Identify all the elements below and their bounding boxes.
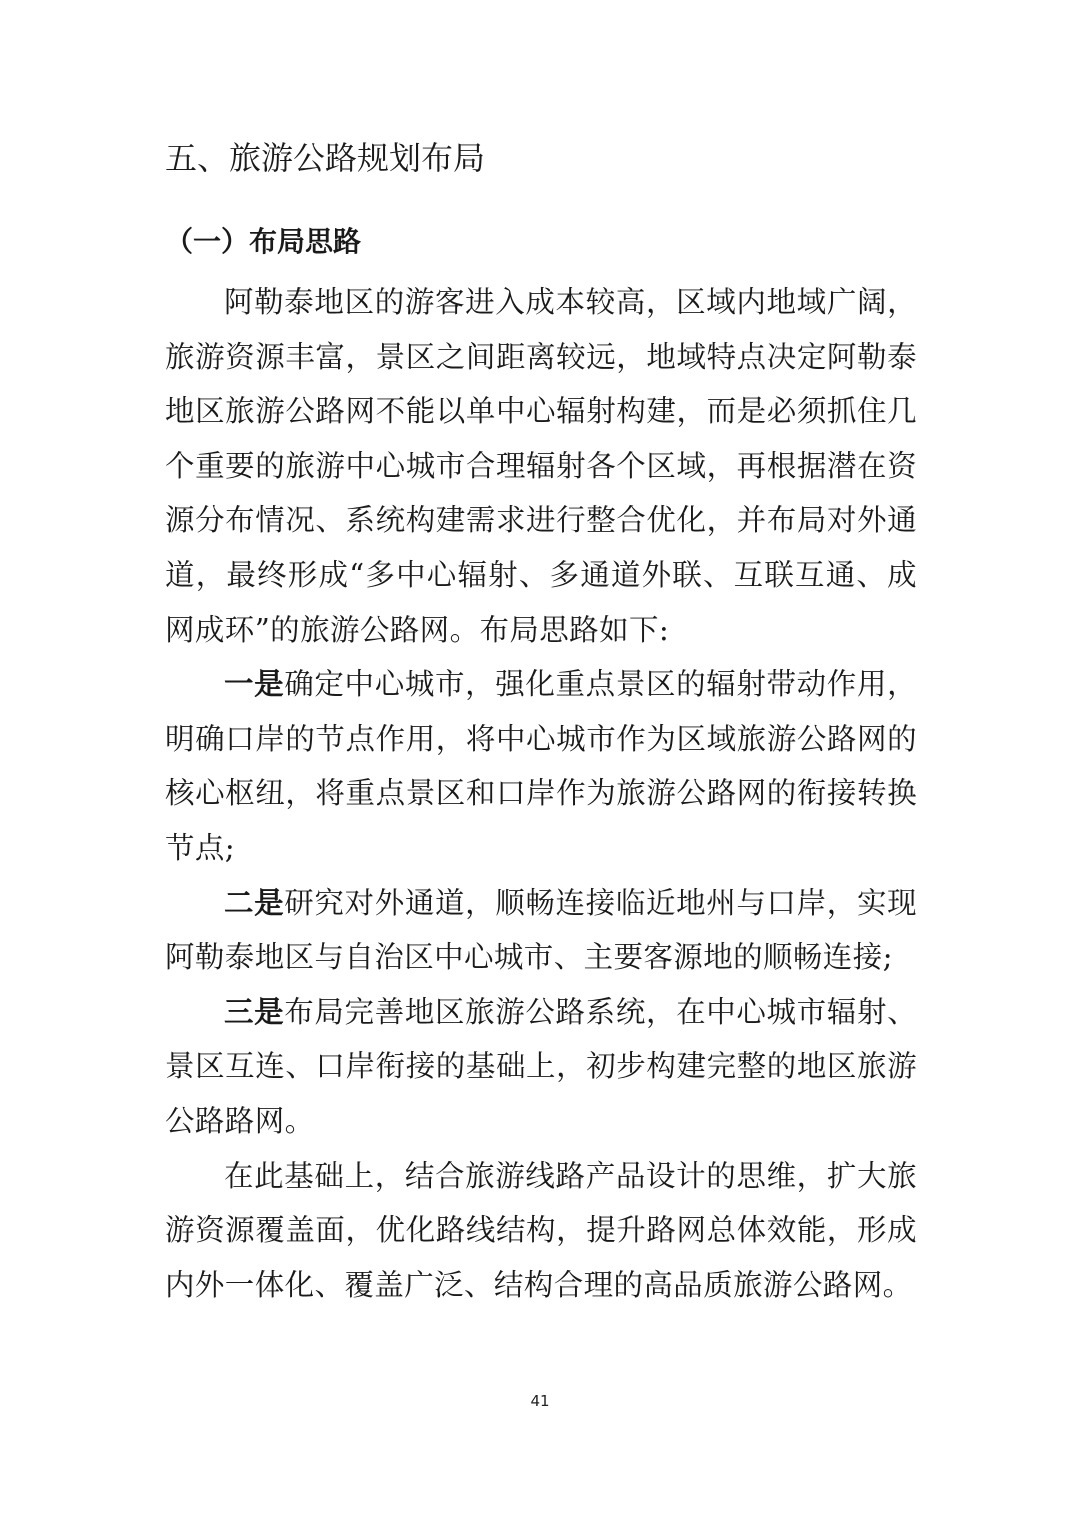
page-number: 41 xyxy=(530,1392,550,1410)
point-two-text: 研究对外通道，顺畅连接临近地州与口岸，实现阿勒泰地区与自治区中心城市、主要客源地的顺畅连接; xyxy=(165,885,917,975)
point-one-text: 确定中心城市，强化重点景区的辐射带动作用，明确口岸的节点作用，将中心城市作为区域旅游公路网的核心枢纽，将重点景区和口岸作为旅游公路网的衔接转换节点; xyxy=(165,667,917,865)
point-one-lead: 一是 xyxy=(224,666,285,702)
paragraph-point-three xyxy=(165,985,917,1149)
paragraph-point-two xyxy=(165,876,917,985)
paragraph-intro: 阿勒泰地区的游客进入成本较高，区域内地域广阔，旅游资源丰富，景区之间距离较远，地域特点决定阿勒泰地区旅游公路网不能以单中心辐射构建，而是必须抓住几个重要的旅游中心城市合理辐射各个区域，再根据潜在资源分布情况、系统构建需求进行整合优化，并布局对外通道，最终形成“多中心辐射、多通道外联、互联互通、成网成环”的旅游公路网。布局思路如下: xyxy=(165,285,917,647)
point-three-text: 布局完善地区旅游公路系统，在中心城市辐射、景区互连、口岸衔接的基础上，初步构建完整的地区旅游公路路网。 xyxy=(165,994,917,1138)
paragraph-conclusion: 在此基础上，结合旅游线路产品设计的思维，扩大旅游资源覆盖面，优化路线结构，提升路网总体效能，形成内外一体化、覆盖广泛、结构合理的高品质旅游公路网。 xyxy=(165,1158,917,1302)
point-three-lead: 三是 xyxy=(224,993,285,1029)
body-text xyxy=(165,275,917,1312)
paragraph-point-one xyxy=(165,657,917,875)
section-title: 五、旅游公路规划布局 xyxy=(165,139,486,177)
point-two-lead: 二是 xyxy=(224,884,285,920)
subsection-title: （一）布局思路 xyxy=(165,225,362,258)
